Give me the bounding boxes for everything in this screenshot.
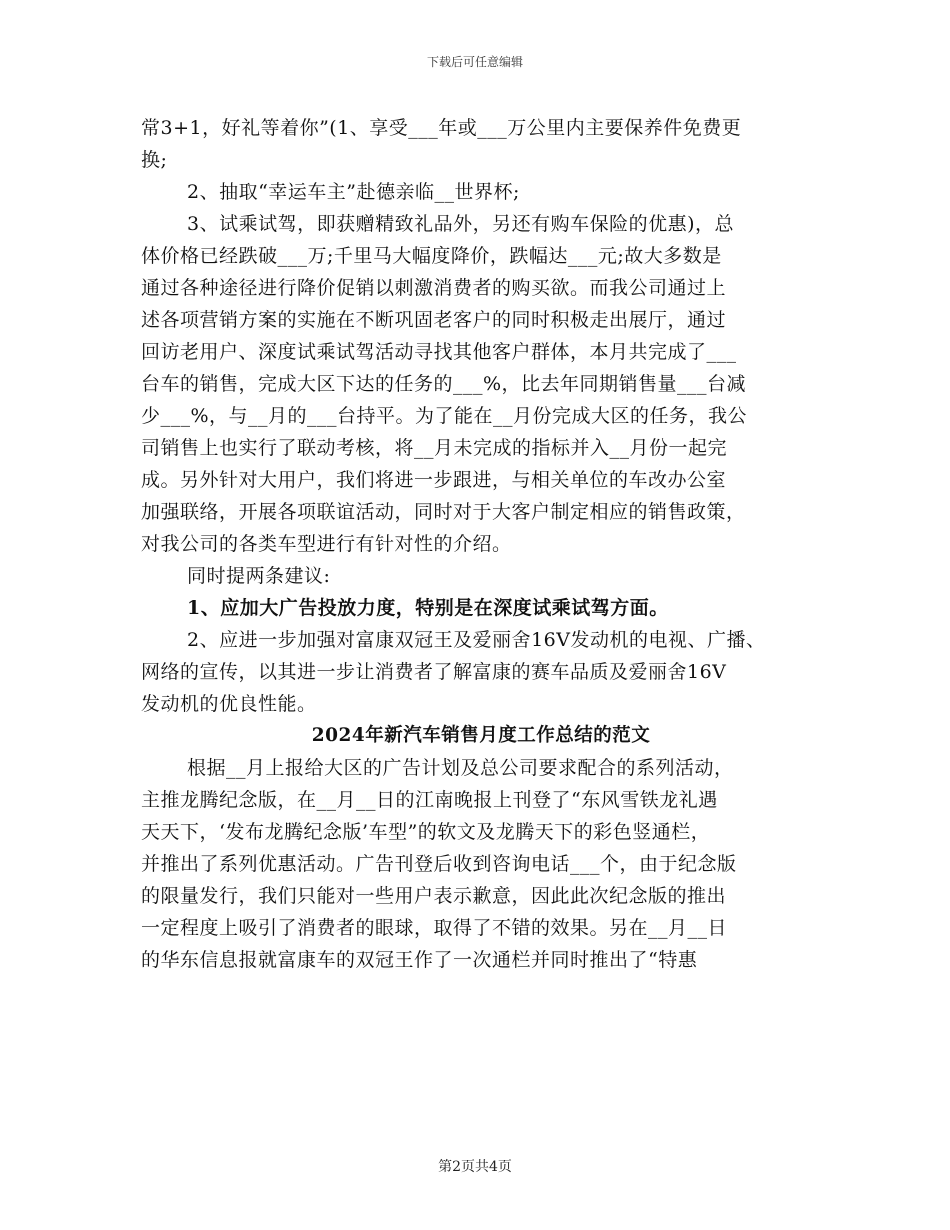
paragraph-line: 换;: [141, 149, 168, 171]
paragraph-line: 天天下，‘发布龙腾纪念版’车型”的软文及龙腾天下的彩色竖通栏，: [141, 821, 711, 843]
paragraph-line: 发动机的优良性能。: [141, 693, 317, 715]
paragraph-line: 一定程度上吸引了消费者的眼球，取得了不错的效果。另在__月__日: [141, 917, 728, 939]
paragraph-line: 网络的宣传，以其进一步让消费者了解富康的赛车品质及爱丽舍16V: [141, 661, 727, 683]
paragraph-line: 加强联络，开展各项联谊活动，同时对于大客户制定相应的销售政策，: [141, 501, 746, 523]
paragraph-line: 2、应进一步加强对富康双冠王及爱丽舍16V发动机的电视、广播、: [187, 629, 766, 651]
paragraph-line: 对我公司的各类车型进行有针对性的介绍。: [141, 533, 512, 555]
paragraph-line: 3、试乘试驾，即获赠精致礼品外，另还有购车保险的优惠)，总: [187, 213, 735, 235]
page-header: 下载后可任意编辑: [426, 55, 523, 69]
paragraph-line: 述各项营销方案的实施在不断巩固老客户的同时积极走出展厅，通过: [141, 309, 727, 331]
paragraph-line: 体价格已经跌破___万;千里马大幅度降价，跌幅达___元;故大多数是: [141, 245, 722, 267]
paragraph-line: 根据__月上报给大区的广告计划及总公司要求配合的系列活动，: [187, 757, 734, 779]
paragraph-line: 的限量发行，我们只能对一些用户表示歉意，因此此次纪念版的推出: [141, 885, 727, 907]
paragraph-line: 通过各种途径进行降价促销以刺激消费者的购买欲。而我公司通过上: [141, 277, 727, 299]
bold-recommendation-line: 1、应加大广告投放力度，特别是在深度试乘试驾方面。: [187, 597, 669, 619]
paragraph-line: 司销售上也实行了联动考核，将__月未完成的指标并入__月份一起完: [141, 437, 728, 459]
paragraph-line: 的华东信息报就富康车的双冠王作了一次通栏并同时推出了“特惠: [141, 949, 698, 971]
paragraph-line: 同时提两条建议:: [187, 565, 331, 587]
paragraph-line: 回访老用户、深度试乘试驾活动寻找其他客户群体，本月共完成了___: [141, 341, 737, 363]
section-title: 2024年新汽车销售月度工作总结的范文: [311, 725, 651, 746]
paragraph-line: 台车的销售，完成大区下达的任务的___%，比去年同期销售量___台减: [141, 373, 747, 395]
paragraph-line: 2、抽取“幸运车主”赴德亲临__世界杯;: [187, 181, 520, 203]
paragraph-line: 成。另外针对大用户，我们将进一步跟进，与相关单位的车改办公室: [141, 469, 727, 491]
document-body: [141, 112, 821, 976]
paragraph-line: 主推龙腾纪念版，在__月__日的江南晚报上刊登了“东风雪铁龙礼遇: [141, 789, 718, 811]
paragraph-line: 并推出了系列优惠活动。广告刊登后收到咨询电话___个，由于纪念版: [141, 853, 737, 875]
paragraph-line: 少___%，与__月的___台持平。为了能在__月份完成大区的任务，我公: [141, 405, 748, 427]
paragraph-line: 常3+1，好礼等着你”(1、享受___年或___万公里内主要保养件免费更: [141, 117, 742, 139]
page-footer: 第2页共4页: [438, 1159, 512, 1175]
